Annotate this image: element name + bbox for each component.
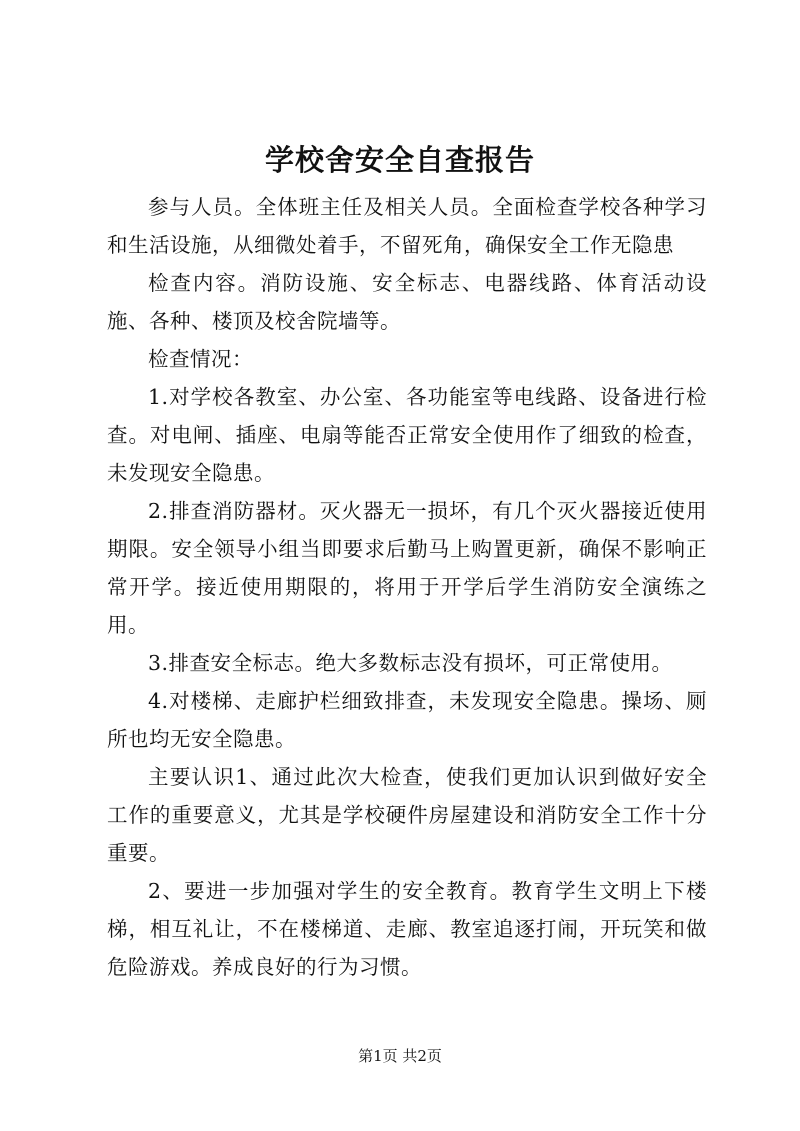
paragraph-inspection-status-heading: 检查情况： [148,347,253,371]
paragraph-main-understanding-2: 2、要进一步加强对学生的安全教育。教育学生文明上下楼梯，相互礼让，不在楼梯道、走廊、教室追逐打闹，开玩笑和做危险游戏。养成良好的行为习惯。 [107,879,707,979]
paragraph-inspection-content: 检查内容。消防设施、安全标志、电器线路、体育活动设施、各种、楼顶及校舍院墙等。 [107,271,707,333]
paragraph-item-4: 4.对楼梯、走廊护栏细致排查，未发现安全隐患。操场、厕所也均无安全隐患。 [107,689,707,751]
document-body [107,188,707,986]
page-footer: 第1页 共2页 [358,1047,442,1065]
document-title: 学校舍安全自查报告 [264,143,535,177]
paragraph-participants: 参与人员。全体班主任及相关人员。全面检查学校各种学习和生活设施，从细微处着手，不留死角，确保安全工作无隐患 [107,195,707,257]
paragraph-main-understanding-1: 主要认识1、通过此次大检查，使我们更加认识到做好安全工作的重要意义，尤其是学校硬件房屋建设和消防安全工作十分重要。 [107,765,707,865]
paragraph-item-3: 3.排查安全标志。绝大多数标志没有损坏，可正常使用。 [148,651,673,675]
paragraph-item-1: 1.对学校各教室、办公室、各功能室等电线路、设备进行检查。对电闸、插座、电扇等能否正常安全使用作了细致的检查，未发现安全隐患。 [107,385,707,485]
paragraph-item-2: 2.排查消防器材。灭火器无一损坏，有几个灭火器接近使用期限。安全领导小组当即要求后勤马上购置更新，确保不影响正常开学。接近使用期限的，将用于开学后学生消防安全演练之用。 [107,499,707,637]
